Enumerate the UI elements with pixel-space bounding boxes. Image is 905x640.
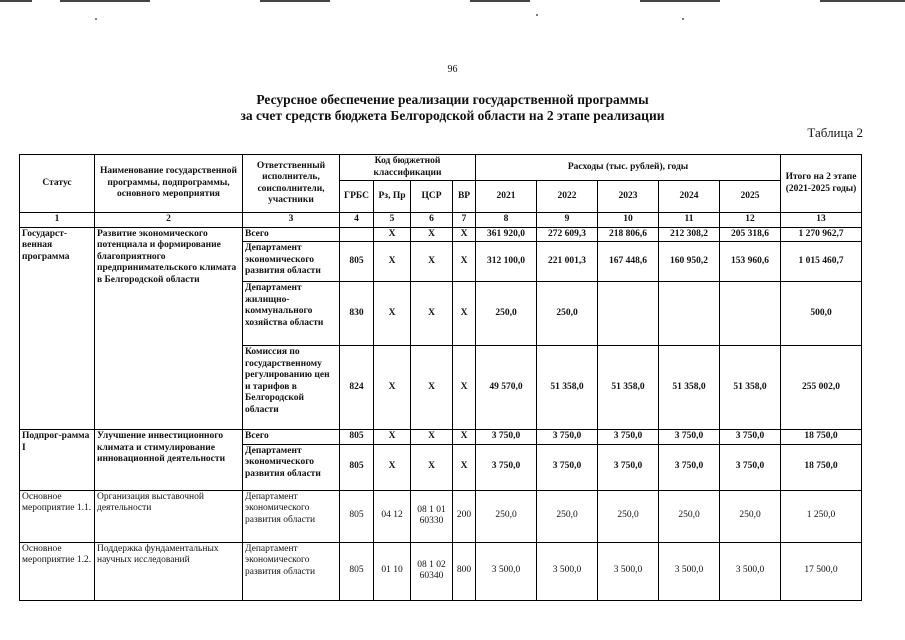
vr-cell: Х	[453, 430, 476, 445]
total-cell: 255 002,0	[781, 346, 862, 430]
value-cell: 3 750,0	[476, 444, 537, 490]
column-index: 5	[374, 213, 411, 228]
name-cell: Улучшение инвестиционного климата и стимулирование инновационной деятельности	[95, 430, 243, 491]
grbs-cell: 805	[340, 444, 374, 490]
value-cell: 3 750,0	[537, 430, 598, 445]
csr-cell: Х	[411, 346, 453, 430]
status-cell: Государст-венная программа	[20, 227, 95, 430]
header-total: Итого на 2 этапе (2021-2025 годы)	[781, 155, 862, 213]
value-cell: 3 750,0	[537, 444, 598, 490]
value-cell: 160 950,2	[659, 242, 720, 282]
csr-cell: Х	[411, 430, 453, 445]
name-cell: Поддержка фундаментальных научных исследований	[95, 542, 243, 600]
value-cell: 250,0	[476, 490, 537, 542]
value-cell: 49 570,0	[476, 346, 537, 430]
value-cell: 3 750,0	[659, 430, 720, 445]
header-year-2025: 2025	[720, 181, 781, 213]
header-year-2022: 2022	[537, 181, 598, 213]
value-cell: 205 318,6	[720, 227, 781, 242]
vr-cell: 800	[453, 542, 476, 600]
header-rz-pr: Рз, Пр	[374, 181, 411, 213]
value-cell: 250,0	[598, 490, 659, 542]
column-index: 2	[95, 213, 243, 228]
executor-cell: Департамент экономического развития области	[243, 490, 340, 542]
total-cell: 18 750,0	[781, 444, 862, 490]
title-line-1: Ресурсное обеспечение реализации государственной программы	[256, 92, 649, 107]
value-cell: 51 358,0	[537, 346, 598, 430]
value-cell: 250,0	[720, 490, 781, 542]
status-cell: Подпрог-рамма I	[20, 430, 95, 491]
name-cell: Организация выставочной деятельности	[95, 490, 243, 542]
vr-cell: Х	[453, 346, 476, 430]
value-cell: 212 308,2	[659, 227, 720, 242]
value-cell: 3 750,0	[598, 430, 659, 445]
header-year-2024: 2024	[659, 181, 720, 213]
table-row	[20, 227, 862, 242]
status-cell: Основное мероприятие 1.2.	[20, 542, 95, 600]
header-year-2021: 2021	[476, 181, 537, 213]
rz-cell: Х	[374, 444, 411, 490]
grbs-cell: 805	[340, 430, 374, 445]
column-index: 12	[720, 213, 781, 228]
grbs-cell: 805	[340, 242, 374, 282]
status-cell: Основное мероприятие 1.1.	[20, 490, 95, 542]
grbs-cell: 805	[340, 490, 374, 542]
value-cell: 272 609,3	[537, 227, 598, 242]
header-grbs: ГРБС	[340, 181, 374, 213]
value-cell	[598, 282, 659, 346]
value-cell: 250,0	[659, 490, 720, 542]
csr-cell: 08 1 02 60340	[411, 542, 453, 600]
vr-cell: Х	[453, 444, 476, 490]
rz-cell: Х	[374, 227, 411, 242]
value-cell	[659, 282, 720, 346]
column-index: 11	[659, 213, 720, 228]
csr-cell: Х	[411, 282, 453, 346]
column-index: 8	[476, 213, 537, 228]
rz-cell: Х	[374, 242, 411, 282]
vr-cell: Х	[453, 242, 476, 282]
csr-cell: Х	[411, 242, 453, 282]
rz-cell: 01 10	[374, 542, 411, 600]
value-cell: 3 750,0	[720, 430, 781, 445]
value-cell: 3 500,0	[537, 542, 598, 600]
value-cell: 3 750,0	[659, 444, 720, 490]
table-label: Таблица 2	[807, 125, 863, 140]
grbs-cell	[340, 227, 374, 242]
value-cell: 3 500,0	[598, 542, 659, 600]
column-index: 1	[20, 213, 95, 228]
value-cell: 51 358,0	[659, 346, 720, 430]
value-cell: 153 960,6	[720, 242, 781, 282]
rz-cell: Х	[374, 282, 411, 346]
page-number: 96	[447, 64, 458, 75]
csr-cell: Х	[411, 444, 453, 490]
value-cell: 3 500,0	[659, 542, 720, 600]
rz-cell: Х	[374, 430, 411, 445]
total-cell: 1 250,0	[781, 490, 862, 542]
value-cell: 312 100,0	[476, 242, 537, 282]
grbs-cell: 805	[340, 542, 374, 600]
grbs-cell: 830	[340, 282, 374, 346]
value-cell: 167 448,6	[598, 242, 659, 282]
total-cell: 500,0	[781, 282, 862, 346]
header-status: Статус	[20, 155, 95, 213]
total-cell: 1 015 460,7	[781, 242, 862, 282]
table-row	[20, 542, 862, 600]
executor-cell: Департамент экономического развития области	[243, 444, 340, 490]
column-index: 9	[537, 213, 598, 228]
value-cell: 3 750,0	[476, 430, 537, 445]
header-csr: ЦСР	[411, 181, 453, 213]
name-cell: Развитие экономического потенциала и формирование благоприятного предпринимательского климата в Белгородской области	[95, 227, 243, 430]
header-name: Наименование государственной программы, подпрограммы, основного мероприятия	[95, 155, 243, 213]
executor-cell: Департамент экономического развития области	[243, 542, 340, 600]
total-cell: 1 270 962,7	[781, 227, 862, 242]
column-index: 4	[340, 213, 374, 228]
column-index-row	[20, 213, 862, 228]
value-cell: 3 750,0	[720, 444, 781, 490]
vr-cell: Х	[453, 282, 476, 346]
vr-cell: Х	[453, 227, 476, 242]
header-year-2023: 2023	[598, 181, 659, 213]
value-cell: 250,0	[476, 282, 537, 346]
executor-cell: Комиссия по государственному регулированию цен и тарифов в Белгородской области	[243, 346, 340, 430]
rz-cell: Х	[374, 346, 411, 430]
document-title	[0, 92, 905, 124]
column-index: 7	[453, 213, 476, 228]
column-index: 3	[243, 213, 340, 228]
executor-cell: Департамент экономического развития области	[243, 242, 340, 282]
value-cell: 51 358,0	[598, 346, 659, 430]
column-index: 10	[598, 213, 659, 228]
total-cell: 18 750,0	[781, 430, 862, 445]
value-cell: 3 500,0	[476, 542, 537, 600]
column-index: 6	[411, 213, 453, 228]
vr-cell: 200	[453, 490, 476, 542]
total-cell: 17 500,0	[781, 542, 862, 600]
value-cell: 218 806,6	[598, 227, 659, 242]
value-cell: 361 920,0	[476, 227, 537, 242]
executor-cell: Всего	[243, 227, 340, 242]
value-cell: 3 500,0	[720, 542, 781, 600]
header-vr: ВР	[453, 181, 476, 213]
value-cell: 250,0	[537, 282, 598, 346]
grbs-cell: 824	[340, 346, 374, 430]
title-line-2: за счет средств бюджета Белгородской области на 2 этапе реализации	[240, 108, 665, 123]
value-cell: 221 001,3	[537, 242, 598, 282]
column-index: 13	[781, 213, 862, 228]
value-cell	[720, 282, 781, 346]
resource-table	[19, 154, 862, 601]
table-row	[20, 430, 862, 445]
header-expenses: Расходы (тыс. рублей), годы	[476, 155, 781, 181]
value-cell: 250,0	[537, 490, 598, 542]
header-budget-code: Код бюджетной классификации	[340, 155, 476, 181]
table-row	[20, 490, 862, 542]
value-cell: 51 358,0	[720, 346, 781, 430]
value-cell: 3 750,0	[598, 444, 659, 490]
executor-cell: Всего	[243, 430, 340, 445]
csr-cell: 08 1 01 60330	[411, 490, 453, 542]
header-executor: Ответственный исполнитель, соисполнители, участники	[243, 155, 340, 213]
csr-cell: Х	[411, 227, 453, 242]
executor-cell: Департамент жилищно-коммунального хозяйства области	[243, 282, 340, 346]
rz-cell: 04 12	[374, 490, 411, 542]
